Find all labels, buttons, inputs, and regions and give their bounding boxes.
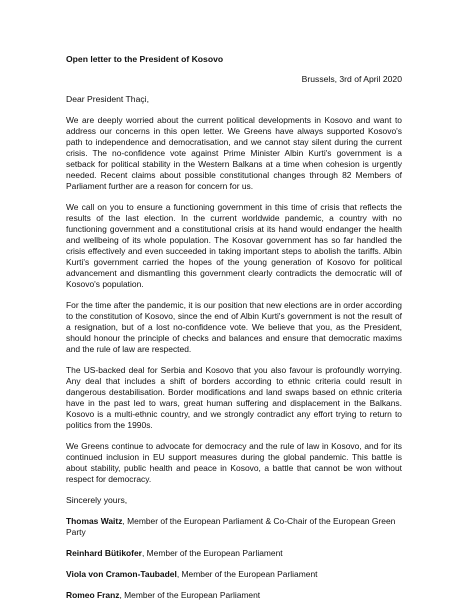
closing: Sincerely yours, <box>66 495 128 505</box>
signatory-name: Reinhard Bütikofer <box>66 548 142 558</box>
signatory-role: , Member of the European Parliament & Co-Chair of the European Green Party <box>66 516 396 537</box>
signatory-role: , Member of the European Parliament <box>141 548 283 558</box>
paragraph-1: We are deeply worried about the current political developments in Kosovo and want to address our concerns in this open letter. We Greens have always supported Kosovo's path to independence and democratisation, and we cannot stay silent during the current crisis. The no-confidence vote against Prime Minister Albin Kurti's government is a setback for political stability in the Western Balkans at a time when cohesion is urgently needed. Recent claims about possible constitutional changes through 82 Members of Parliament further are a reason for concern for us. <box>66 115 402 191</box>
paragraph-3: For the time after the pandemic, it is our position that new elections are in order according to the constitution of Kosovo, since the end of Albin Kurti's government is not the result of a resignation, but of a lost no-confidence vote. We believe that you, as the President, should honour the principle of checks and balances and ensure that democratic maxims and the rule of law are respected. <box>66 300 402 354</box>
letter-title: Open letter to the President of Kosovo <box>66 54 224 64</box>
signatory-name: Thomas Waitz <box>66 516 123 526</box>
signatory-name: Viola von Cramon-Taubadel <box>66 569 177 579</box>
signatory <box>66 590 402 601</box>
paragraph-4: The US-backed deal for Serbia and Kosovo that you also favour is profoundly worrying. Any deal that includes a shift of borders according to ethnic criteria could result in dangerous destabilisation. Border modifications and land swaps based on ethnic criteria have in the past led to wars, great human suffering and displacement in the Balkans. Kosovo is a multi-ethnic country, and we strongly contradict any effort trying to return to politics from the 1990s. <box>66 365 402 430</box>
signatory <box>66 569 402 580</box>
paragraph-2: We call on you to ensure a functioning government in this time of crisis that reflects the results of the last election. In the current worldwide pandemic, a country with no functioning government and a constitutional crisis at its hand would endanger the health and wellbeing of its whole population. The Kosovar government has so far handled the crisis effectively and even succeeded in taking important steps to abolish the tariffs. Albin Kurti's government carried the hopes of the young generation of Kosovo for political advancement and dismantling this government clearly contradicts the democratic will of Kosovo's population. <box>66 202 402 289</box>
signatory-role: , Member of the European Parliament <box>176 569 318 579</box>
letter-date: Brussels, 3rd of April 2020 <box>301 74 402 84</box>
signatory-name: Romeo Franz <box>66 590 120 600</box>
signatory <box>66 516 402 538</box>
salutation: Dear President Thaçi, <box>66 94 149 104</box>
signatory <box>66 548 402 559</box>
paragraph-5: We Greens continue to advocate for democracy and the rule of law in Kosovo, and for its continued inclusion in EU support measures during the global pandemic. This battle is about stability, public health and peace in Kosovo, a battle that cannot be won without respect for democracy. <box>66 441 402 484</box>
signatory-role: , Member of the European Parliament <box>119 590 261 600</box>
